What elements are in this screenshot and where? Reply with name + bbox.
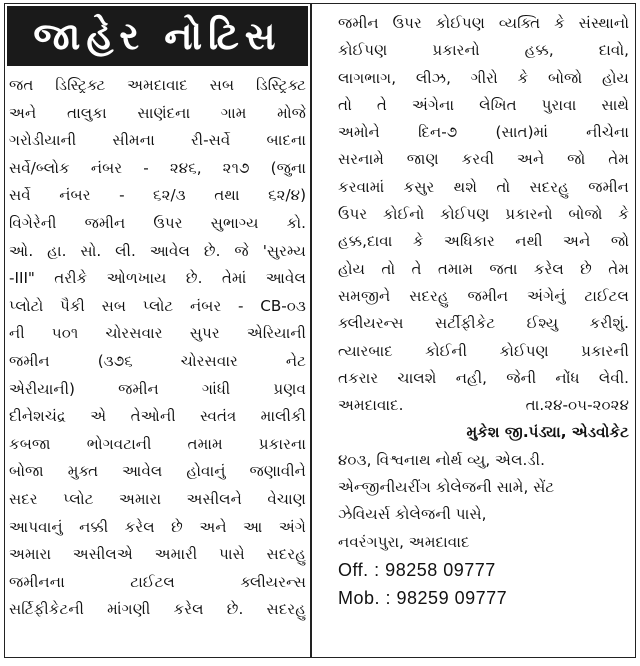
notice-text-line: ગરોડીયાની સીમના રી-સર્વે બાદના (9, 131, 306, 150)
notice-text-line: કબજા ભોગવટાની તમામ પ્રકારના (9, 434, 306, 453)
notice-title: જાહેર નોટિસ (7, 6, 308, 66)
notice-text-line: જત ડિસ્ટ્રિક્ટ અમદાવાદ સબ ડિસ્ટ્રિક્ટ (9, 76, 306, 94)
advocate-address (338, 447, 629, 556)
right-column (312, 4, 635, 657)
notice-text-line: ક્લીયરન્સ સર્ટીફીકેટ ઈશ્યુ કરીશું. (338, 314, 629, 333)
advocate-name: મુકેશ જી.પંડ્યા, એડવોકેટ (466, 423, 629, 442)
notice-text-line: -III" તરીકે ઓળખાય છે. તેમાં આવેલ (9, 269, 306, 288)
notice-text-line: સર્વે/બ્લોક નંબર - ૨૪૬, ૨૧૭ (જુના (9, 158, 306, 177)
address-line: એન્જીનીયરીંગ કોલેજની સામે, સેંટ (338, 478, 555, 497)
place-date-row (338, 392, 629, 419)
notice-text-line: અમોને દિન-૭ (સાત)માં નીચેના (338, 123, 629, 142)
notice-text-line: પ્લોટો પૈકી સબ પ્લોટ નંબર - CB-૦૩ (9, 296, 306, 315)
notice-text-line: હક્ક,દાવા કે અધિકાર નથી અને જો (338, 232, 629, 251)
notice-text-line: તો તે અંગેના લેખિત પુરાવા સાથે (338, 95, 629, 114)
notice-text-line: ત્યારબાદ કોઈની કોઈપણ પ્રકારની (338, 341, 629, 360)
notice-text-line: દીનેશચંદ્ર એ તેઓની સ્વતંત્ર માલીકી (9, 407, 306, 426)
notice-text-line: ની ૫૦૧ ચોરસવાર સુપર એરિયાની (9, 324, 306, 343)
notice-text-line: સર્ટિફીકેટની માંગણી કરેલ છે. સદરહુ (9, 600, 306, 619)
notice-text-line: સમજીને સદરહુ જમીન અંગેનું ટાઈટલ (338, 286, 629, 305)
notice-text-line: લાગભાગ, લીઝ, ગીરો કે બોજો હોય (338, 68, 629, 87)
mobile-phone: Mob. : 98259 09777 (338, 587, 508, 608)
left-body-text (9, 72, 306, 624)
notice-text-line: હોય તો તે તમામ જતા કરેલ છે તેમ (338, 259, 629, 278)
notice-text-line: તકરાર ચાલશે નહી, જેની નોંધ લેવી. (338, 368, 629, 387)
notice-text-line: સરનામે જાણ કરવી અને જો તેમ (338, 150, 629, 169)
notice-text-line: અમારા અસીલએ અમારી પાસે સદરહુ (9, 545, 306, 564)
notice-text-line: વિગેરેની જમીન ઉપર સુભાગ્ય કો. (9, 213, 306, 232)
address-line: ઝેવિયર્સ કોલેજની પાસે, (338, 505, 487, 524)
notice-text-line: સર્વે નંબર - ૬૨/૩ તથા ૬૨/૪) (9, 186, 306, 205)
notice-text-line: જમીનના ટાઈટલ ક્લીયરન્સ (9, 572, 306, 591)
notice-text-line: કોઈપણ પ્રકારનો હક્ક, દાવો, (338, 41, 629, 60)
notice-text-line: બોજા મુક્ત આવેલ હોવાનું જણાવીને (9, 462, 306, 481)
notice-text-line: એરીયાની) જમીન ગાંધી પ્રણવ (9, 379, 306, 398)
left-column (5, 4, 310, 657)
notice-text-line: જમીન ઉપર કોઈપણ વ્યક્તિ કે સંસ્થાનો (338, 14, 629, 32)
address-line: નવરંગપુરા, અમદાવાદ (338, 532, 470, 551)
notice-date: તા.૨૪-૦૫-૨૦૨૪ (525, 396, 629, 415)
notice-text-line: ઓ. હા. સો. લી. આવેલ છે. જે 'સુરમ્ય (9, 241, 306, 260)
public-notice (4, 3, 636, 658)
notice-text-line: કરવામાં કસુર થશે તો સદરહુ જમીન (338, 177, 629, 196)
notice-text-line: ઉપર કોઈનો કોઈપણ પ્રકારનો બોજો કે (338, 205, 629, 224)
right-body-text (338, 10, 629, 392)
place: અમદાવાદ. (338, 396, 404, 415)
notice-text-line: આપવાનું નક્કી કરેલ છે અને આ અંગે (9, 517, 306, 536)
notice-text-line: જમીન (૩૭૬ ચોરસવાર નેટ (9, 351, 306, 370)
notice-text-line: અને તાલુકા સાણંદના ગામ મોજે (9, 103, 306, 122)
office-phone: Off. : 98258 09777 (338, 559, 496, 580)
notice-text-line: સદર પ્લોટ અમારા અસીલને વેચાણ (9, 489, 306, 508)
address-line: ૪૦૩, વિશ્વનાથ નોર્થ વ્યુ, એલ.ડી. (338, 450, 545, 469)
